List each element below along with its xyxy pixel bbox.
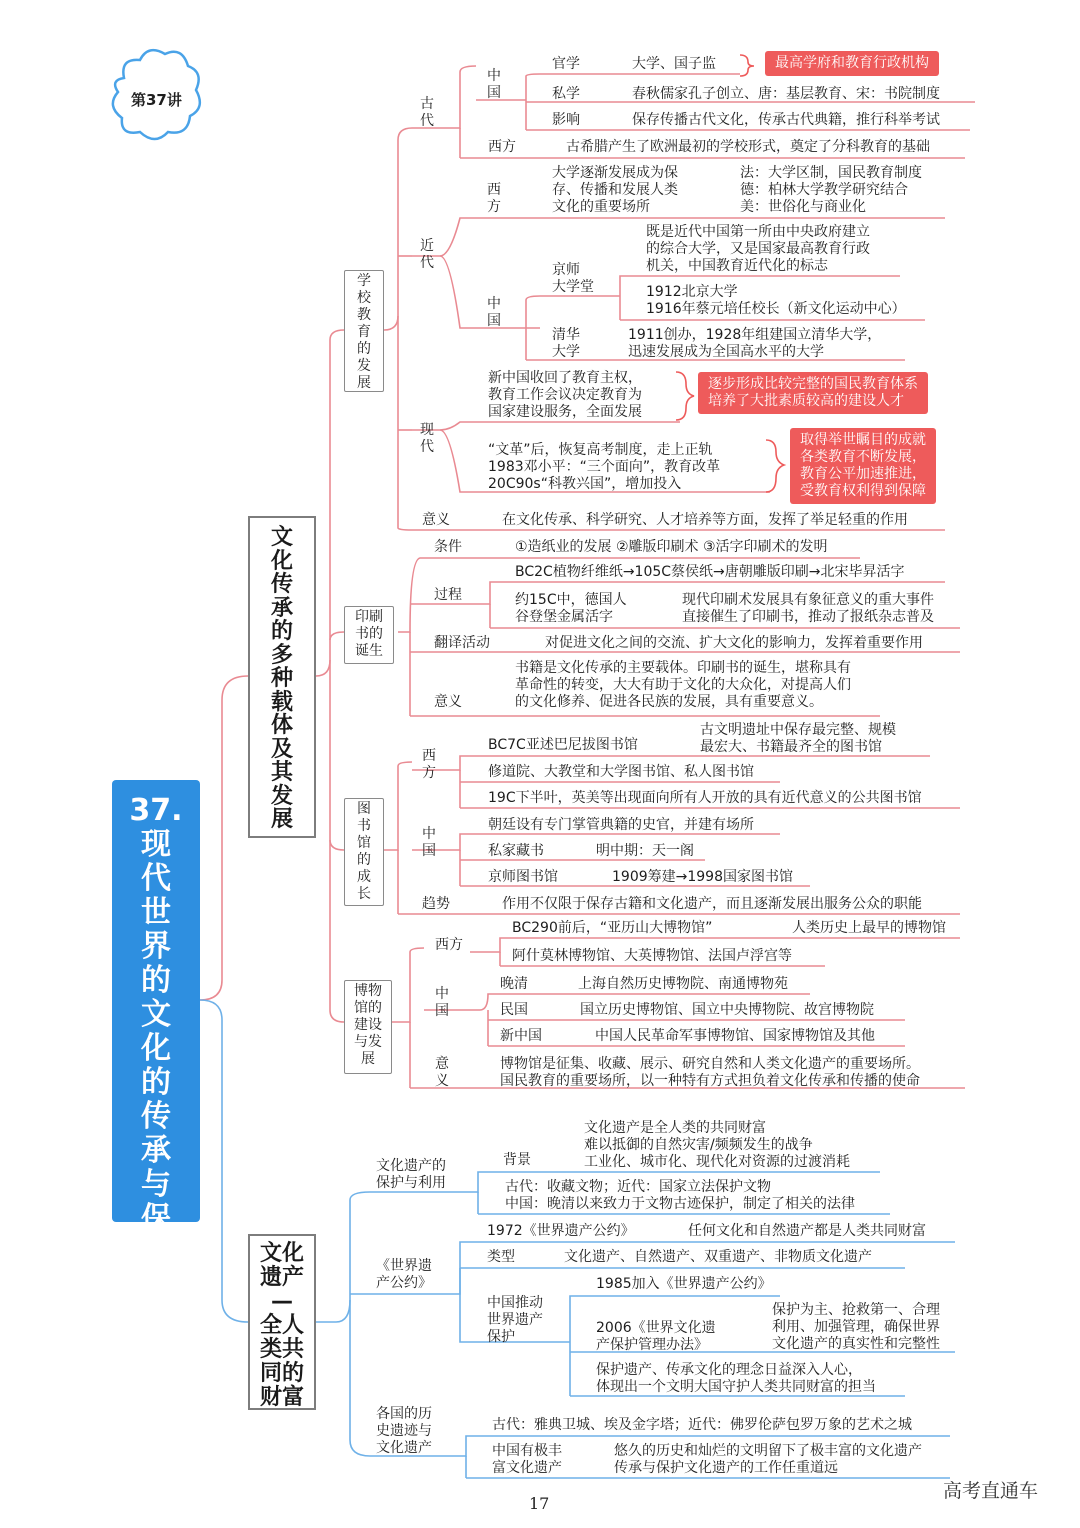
text-heritage-countries: 古代：雅典卫城、埃及金字塔；近代：佛罗伦萨包罗万象的艺术之城	[492, 1417, 912, 1433]
label-library-c2: 私家藏书	[488, 843, 544, 859]
text-print-process-2: 约15C中，德国人 谷登堡金属活字	[515, 592, 627, 625]
main-title: 37. 现 代 世 界 的 文 化 的 传 承 与 保 护	[112, 780, 200, 1222]
label-modern: 近 代	[420, 238, 434, 271]
text-print-meaning: 书籍是文化传承的主要载体。印刷书的诞生，堪称具有 革命性的转变，大大有助于文化的大众化，对提高人们 的文化修养、促进各民族的发展，具有重要意义。	[515, 660, 851, 710]
text-museum-minguo: 国立历史博物馆、国立中央博物院、故宫博物院	[580, 1002, 874, 1018]
text-museum-meaning: 博物馆是征集、收藏、展示、研究自然和人类文化遗产的重要场所。 国民教育的重要场所，以一种特有方式担负着文化传承和传播的使命	[500, 1056, 920, 1089]
label-modern-china: 中 国	[487, 296, 501, 329]
label-heritage-type: 类型	[487, 1249, 515, 1265]
label-guanxue: 官学	[552, 56, 580, 72]
label-museum-new-china: 新中国	[500, 1028, 542, 1044]
text-china-push-1985: 1985加入《世界遗产公约》	[596, 1276, 772, 1292]
label-ancient-west: 西方	[488, 139, 516, 155]
label-library-c3: 京师图书馆	[488, 869, 558, 885]
label-library-trend: 趋势	[422, 896, 450, 912]
text-print-process-3: 现代印刷术发展具有象征意义的重大事件 直接催生了印刷书，推动了报纸杂志普及	[682, 592, 934, 625]
label-ancient-china: 中 国	[487, 68, 501, 101]
text-convention-1972: 1972《世界遗产公约》	[487, 1223, 635, 1239]
text-current-1: 新中国收回了教育主权， 教育工作会议决定教育为 国家建设服务，全面发展	[488, 370, 642, 420]
label-heritage-countries: 各国的历 史遗迹与 文化遗产	[376, 1406, 432, 1456]
label-museum-china: 中 国	[435, 986, 449, 1019]
label-print-process: 过程	[434, 587, 462, 603]
label-jingshi: 京师 大学堂	[552, 262, 594, 295]
text-library-w3: 19C下半叶，英美等出现面向所有人开放的具有近代意义的公共图书馆	[488, 790, 922, 806]
text-current-2: “文革”后，恢复高考制度，走上正轨 1983邓小平：“三个面向”，教育改革 20C90s“科教兴国”，增加投入	[488, 442, 721, 492]
note-library-w1: 古文明遗址中保存最完整、规模 最宏大、书籍最齐全的图书馆	[700, 722, 896, 755]
text-print-condition: ①造纸业的发展 ②雕版印刷术 ③活字印刷术的发明	[515, 539, 828, 555]
label-print-meaning: 意义	[434, 694, 462, 710]
note-convention-1972: 任何文化和自然遗产都是人类共同财富	[688, 1223, 926, 1239]
note-guanxue: 最高学府和教育行政机构	[765, 51, 939, 76]
text-library-c2: 明中期：天一阁	[596, 843, 694, 859]
text-library-c1: 朝廷设有专门掌管典籍的史官，并建有场所	[488, 817, 754, 833]
label-qinghua: 清华 大学	[552, 327, 580, 360]
label-print-condition: 条件	[434, 539, 462, 555]
label-sixue: 私学	[552, 86, 580, 102]
text-guanxue: 大学、国子监	[632, 56, 716, 72]
text-library-w2: 修道院、大教堂和大学图书馆、私人图书馆	[488, 764, 754, 780]
branch-cultural-carriers: 文 化 传 承 的 多 种 载 体 及 其 发 展	[248, 516, 316, 838]
note-museum-w1: 人类历史上最早的博物馆	[792, 920, 946, 936]
text-print-translate: 对促进文化之间的交流、扩大文化的影响力，发挥着重要作用	[545, 635, 923, 651]
label-modern-west: 西 方	[487, 182, 501, 215]
text-yingxiang: 保存传播古代文化，传承古代典籍，推行科举考试	[632, 112, 940, 128]
text-museum-w1: BC290前后，“亚历山大博物馆”	[512, 920, 713, 936]
label-library-west: 西 方	[422, 748, 436, 781]
label-museum-west: 西方	[435, 937, 463, 953]
label-china-push: 中国推动 世界遗产 保护	[487, 1295, 543, 1345]
text-print-process-1: BC2C植物纤维纸→105C蔡侯纸→唐朝雕版印刷→北宋毕昇活字	[515, 564, 905, 580]
label-school-meaning: 意义	[422, 512, 450, 528]
lecture-badge: 第37讲	[131, 91, 182, 109]
label-yingxiang: 影响	[552, 112, 580, 128]
text-china-push-2006: 2006《世界文化遗 产保护管理办法》	[596, 1320, 716, 1353]
text-museum-w2: 阿什莫林博物馆、大英博物馆、法国卢浮宫等	[512, 948, 792, 964]
label-current: 现 代	[420, 422, 434, 455]
text-school-meaning: 在文化传承、科学研究、人才培养等方面，发挥了举足轻重的作用	[502, 512, 908, 528]
label-print-translate: 翻译活动	[434, 635, 490, 651]
watermark: 高考直通车	[943, 1480, 1039, 1502]
text-library-w1: BC7C亚述巴尼拔图书馆	[488, 737, 638, 753]
label-heritage-background: 背景	[503, 1152, 531, 1168]
label-museum-meaning: 意 义	[435, 1056, 449, 1089]
text-modern-west: 大学逐渐发展成为保 存、传播和发展人类 文化的重要场所	[552, 165, 678, 215]
branch-cultural-heritage: 文化 遗产 — 全人 类共 同的 财富	[248, 1234, 316, 1410]
note-current-1: 逐步形成比较完整的国民教育体系 培养了大批素质较高的建设人才	[698, 372, 928, 414]
text-heritage-history: 古代：收藏文物；近代：国家立法保护文物 中国：晚清以来致力于文物古迹保护，制定了相关的法律	[505, 1179, 855, 1212]
label-museum-minguo: 民国	[500, 1002, 528, 1018]
node-museum: 博物 馆的 建设 与发 展	[344, 980, 392, 1074]
label-china-rich: 中国有极丰 富文化遗产	[492, 1443, 562, 1476]
label-museum-late-qing: 晚清	[500, 976, 528, 992]
text-library-c3: 1909筹建→1998国家图书馆	[612, 869, 793, 885]
text-jingshi-1: 既是近代中国第一所由中央政府建立 的综合大学，又是国家最高教育行政 机关，中国教育近代化的标志	[646, 224, 870, 274]
text-modern-west-countries: 法：大学区制，国民教育制度 德：柏林大学教学研究结合 美：世俗化与商业化	[740, 165, 922, 215]
text-china-rich: 悠久的历史和灿烂的文明留下了极丰富的文化遗产 传承与保护文化遗产的工作任重道远	[614, 1443, 922, 1476]
note-china-push-2006: 保护为主、抢救第一、合理 利用、加强管理，确保世界 文化遗产的真实性和完整性	[772, 1302, 940, 1352]
text-museum-late-qing: 上海自然历史博物院、南通博物苑	[578, 976, 788, 992]
label-ancient: 古 代	[420, 96, 434, 129]
text-library-trend: 作用不仅限于保存古籍和文化遗产，而且逐渐发展出服务公众的职能	[502, 896, 922, 912]
node-printing: 印刷 书的 诞生	[344, 606, 394, 664]
text-qinghua: 1911创办，1928年组建国立清华大学， 迅速发展成为全国高水平的大学	[628, 327, 882, 360]
text-sixue: 春秋儒家孔子创立、唐：基层教育、宋：书院制度	[632, 86, 940, 102]
text-museum-new-china: 中国人民革命军事博物馆、国家博物馆及其他	[595, 1028, 875, 1044]
text-china-push-summary: 保护遗产、传承文化的理念日益深入人心， 体现出一个文明大国守护人类共同财富的担当	[596, 1362, 876, 1395]
text-ancient-west: 古希腊产生了欧洲最初的学校形式，奠定了分科教育的基础	[566, 139, 930, 155]
text-jingshi-2: 1912北京大学 1916年蔡元培任校长（新文化运动中心）	[646, 284, 906, 317]
node-school-education: 学 校 教 育 的 发 展	[344, 270, 384, 392]
label-heritage-protect: 文化遗产的 保护与利用	[376, 1158, 446, 1191]
text-heritage-background: 文化遗产是全人类的共同财富 难以抵御的自然灾害/频频发生的战争 工业化、城市化、现代化对资源的过渡消耗	[584, 1120, 850, 1170]
page-number: 17	[529, 1494, 550, 1513]
note-current-2: 取得举世瞩目的成就 各类教育不断发展， 教育公平加速推进， 受教育权利得到保障	[790, 428, 936, 504]
label-library-china: 中 国	[422, 826, 436, 859]
label-heritage-convention: 《世界遗 产公约》	[376, 1258, 432, 1291]
text-heritage-type: 文化遗产、自然遗产、双重遗产、非物质文化遗产	[564, 1249, 872, 1265]
node-library: 图 书 馆 的 成 长	[344, 798, 384, 906]
